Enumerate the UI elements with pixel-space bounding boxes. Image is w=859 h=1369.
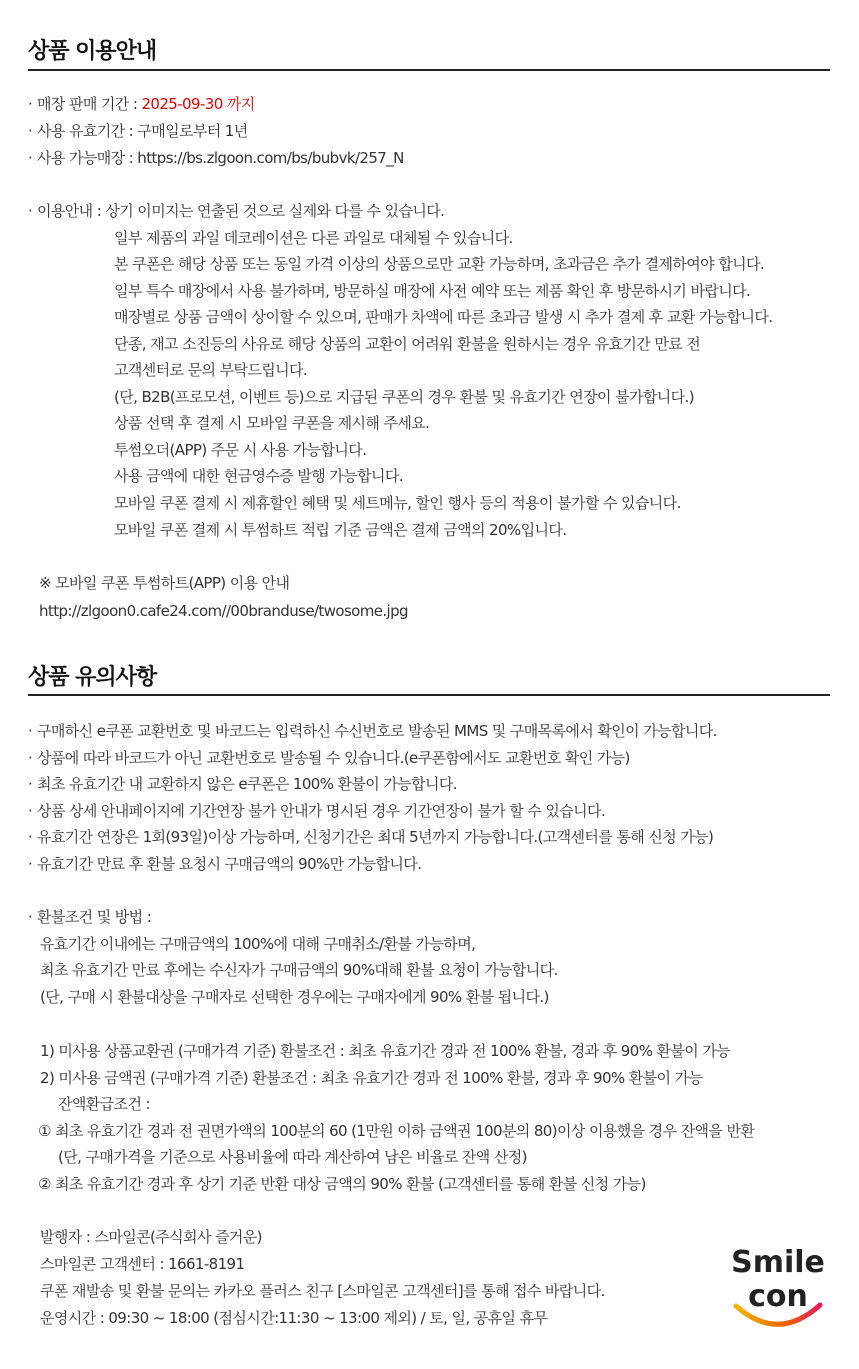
validity-line: · 사용 유효기간 : 구매일로부터 1년: [28, 122, 248, 140]
smilecon-logo: [728, 1243, 828, 1333]
usage-line: 단종, 재고 소진등의 사유로 해당 상품의 교환이 어려워 환불을 원하시는 경우 유효기간 만료 전: [114, 335, 701, 353]
validity-text: 사용 유효기간 : 구매일로부터 1년: [37, 122, 248, 140]
condition-line: ① 최초 유효기간 경과 전 권면가액의 100분의 60 (1만원 이하 금액권 100분의 80)이상 이용했을 경우 잔액을 반환: [38, 1122, 755, 1140]
condition-line: 2) 미사용 금액권 (구매가격 기준) 환불조건 : 최초 유효기간 경과 전 100% 환불, 경과 후 90% 환불이 가능: [40, 1069, 703, 1087]
logo-text-con: con: [748, 1279, 808, 1314]
precaution-text: 상품 상세 안내페이지에 기간연장 불가 안내가 명시된 경우 기간연장이 불가 할 수 있습니다.: [37, 802, 606, 820]
usage-line: 사용 금액에 대한 현금영수증 발행 가능합니다.: [114, 467, 403, 485]
usage-label-line: · 이용안내 : 상기 이미지는 연출된 것으로 실제와 다를 수 있습니다.: [28, 202, 445, 220]
precaution-text: 유효기간 연장은 1회(93일)이상 가능하며, 신청기간은 최대 5년까지 가능합니다.(고객센터를 통해 신청 가능): [37, 828, 714, 846]
refund-label: 환불조건 및 방법 :: [37, 908, 152, 926]
usage-line: 고객센터로 문의 부탁드립니다.: [114, 361, 308, 379]
logo-text-smile: Smile: [731, 1245, 825, 1280]
usage-line: (단, B2B(프로모션, 이벤트 등)으로 지급된 쿠폰의 경우 환불 및 유효기간 연장이 불가합니다.): [114, 388, 694, 406]
usage-line: 모바일 쿠폰 결제 시 투썸하트 적립 기준 금액은 결제 금액의 20%입니다.: [114, 521, 567, 539]
stores-line: · 사용 가능매장 : https://bs.zlgoon.com/bs/bubvk/257_N: [28, 149, 404, 167]
precaution-item: · 최초 유효기간 내 교환하지 않은 e쿠폰은 100% 환불이 가능합니다.: [28, 775, 457, 793]
app-notice-link[interactable]: http://zlgoon0.cafe24.com//00branduse/twosome.jpg: [39, 602, 408, 620]
usage-line: 매장별로 상품 금액이 상이할 수 있으며, 판매가 차액에 따른 초과금 발생 시 추가 결제 후 교환 가능합니다.: [114, 308, 773, 326]
usage-line: 상기 이미지는 연출된 것으로 실제와 다를 수 있습니다.: [105, 202, 445, 220]
precaution-item: · 상품 상세 안내페이지에 기간연장 불가 안내가 명시된 경우 기간연장이 불가 할 수 있습니다.: [28, 802, 606, 820]
precaution-item: · 유효기간 만료 후 환불 요청시 구매금액의 90%만 가능합니다.: [28, 855, 422, 873]
resend-refund-line: 쿠폰 재발송 및 환불 문의는 카카오 플러스 친구 [스마일콘 고객센터]를 통해 접수 바랍니다.: [40, 1282, 605, 1300]
sale-period-label: 매장 판매 기간 :: [37, 95, 142, 113]
usage-line: 상품 선택 후 결제 시 모바일 쿠폰을 제시해 주세요.: [114, 414, 430, 432]
business-hours-line: 운영시간 : 09:30 ~ 18:00 (점심시간:11:30 ~ 13:00 제외) / 토, 일, 공휴일 휴무: [40, 1309, 548, 1327]
stores-text: 사용 가능매장 : https://bs.zlgoon.com/bs/bubvk/257_N: [37, 149, 404, 167]
refund-line: 최초 유효기간 만료 후에는 수신자가 구매금액의 90%대해 환불 요청이 가능합니다.: [40, 961, 558, 979]
precaution-item: · 구매하신 e쿠폰 교환번호 및 바코드는 입력하신 수신번호로 발송된 MMS 및 구매목록에서 확인이 가능합니다.: [28, 722, 717, 740]
usage-line: 일부 제품의 과일 데코레이션은 다른 과일로 대체될 수 있습니다.: [114, 229, 513, 247]
usage-line: 일부 특수 매장에서 사용 불가하며, 방문하실 매장에 사전 예약 또는 제품 확인 후 방문하시기 바랍니다.: [114, 282, 751, 300]
sale-period-value: 2025-09-30 까지: [141, 95, 255, 113]
app-notice-title: ※ 모바일 쿠폰 투썸하트(APP) 이용 안내: [39, 574, 290, 592]
precaution-text: 최초 유효기간 내 교환하지 않은 e쿠폰은 100% 환불이 가능합니다.: [37, 775, 457, 793]
sale-period-line: · 매장 판매 기간 : 2025-09-30 까지: [28, 95, 255, 113]
condition-line: ② 최초 유효기간 경과 후 상기 기준 반환 대상 금액의 90% 환불 (고객센터를 통해 환불 신청 가능): [38, 1175, 646, 1193]
refund-line: 유효기간 이내에는 구매금액의 100%에 대해 구매취소/환불 가능하며,: [40, 935, 476, 953]
condition-line: 1) 미사용 상품교환권 (구매가격 기준) 환불조건 : 최초 유효기간 경과 전 100% 환불, 경과 후 90% 환불이 가능: [40, 1042, 731, 1060]
usage-label: 이용안내 :: [37, 202, 106, 220]
section-divider: [28, 69, 830, 71]
usage-line: 투썸오더(APP) 주문 시 사용 가능합니다.: [114, 441, 367, 459]
precaution-text: 구매하신 e쿠폰 교환번호 및 바코드는 입력하신 수신번호로 발송된 MMS 및 구매목록에서 확인이 가능합니다.: [37, 722, 717, 740]
section-title: 상품 유의사항: [28, 665, 157, 690]
precaution-item: · 유효기간 연장은 1회(93일)이상 가능하며, 신청기간은 최대 5년까지 가능합니다.(고객센터를 통해 신청 가능): [28, 828, 714, 846]
section-divider: [28, 694, 830, 696]
precaution-item: · 상품에 따라 바코드가 아닌 교환번호로 발송될 수 있습니다.(e쿠폰함에서도 교환번호 확인 가능): [28, 749, 630, 767]
condition-line: 잔액환급조건 :: [58, 1095, 150, 1113]
precaution-text: 유효기간 만료 후 환불 요청시 구매금액의 90%만 가능합니다.: [37, 855, 422, 873]
usage-line: 본 쿠폰은 해당 상품 또는 동일 가격 이상의 상품으로만 교환 가능하며, 초과금은 추가 결제하여야 합니다.: [114, 255, 765, 273]
precaution-text: 상품에 따라 바코드가 아닌 교환번호로 발송될 수 있습니다.(e쿠폰함에서도 교환번호 확인 가능): [37, 749, 630, 767]
customer-center-line: 스마일콘 고객센터 : 1661-8191: [40, 1255, 245, 1273]
issuer-line: 발행자 : 스마일콘(주식회사 즐거운): [40, 1228, 262, 1246]
refund-label-line: · 환불조건 및 방법 :: [28, 908, 152, 926]
refund-line: (단, 구매 시 환불대상을 구매자로 선택한 경우에는 구매자에게 90% 환불 됩니다.): [40, 988, 549, 1006]
condition-line: (단, 구매가격을 기준으로 사용비율에 따라 계산하여 남은 비율로 잔액 산정): [58, 1148, 527, 1166]
section-title: 상품 이용안내: [28, 39, 157, 64]
usage-line: 모바일 쿠폰 결제 시 제휴할인 혜택 및 세트메뉴, 할인 행사 등의 적용이 불가할 수 있습니다.: [114, 494, 681, 512]
